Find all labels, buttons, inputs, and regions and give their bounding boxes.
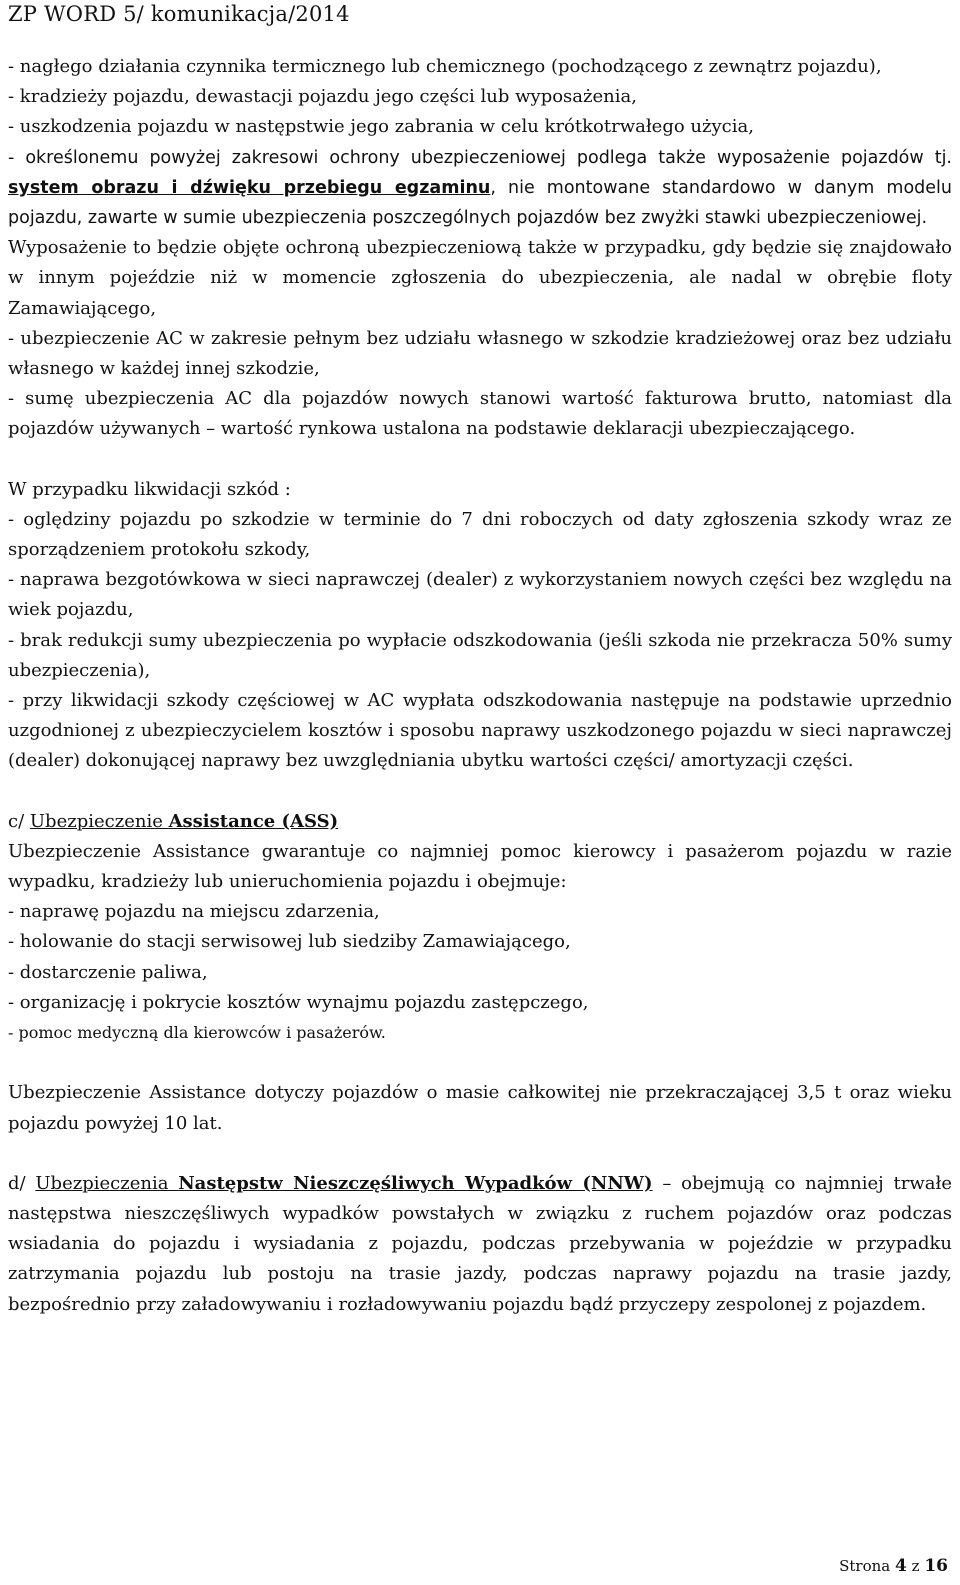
ass-item-replacement-vehicle: - organizację i pokrycie kosztów wynajmu pojazdu zastępczego, [8,991,589,1013]
ass-title [30,811,338,832]
claims-item-cashless-repair: - naprawa bezgotówkowa w sieci naprawczej (dealer) z wykorzystaniem nowych części bez względu na wiek pojazdu, [8,569,952,621]
nnw-title-bold: Następstw Nieszczęśliwych Wypadków (NNW) [178,1172,653,1194]
ass-note: Ubezpieczenie Assistance dotyczy pojazdów o masie całkowitej nie przekraczającej 3,5 t oraz wieku pojazdu powyżej 10 lat. [8,1082,952,1134]
ass-item-repair: - naprawę pojazdu na miejscu zdarzenia, [8,901,380,923]
ac-item-theft: - kradzieży pojazdu, dewastacji pojazdu jego części lub wyposażenia, [8,86,637,108]
nnw-title [35,1173,652,1194]
claims-item-no-reduction: - brak redukcji sumy ubezpieczenia po wypłacie odszkodowania (jeśli szkoda nie przekracza 50% sumy ubezpieczenia), [8,629,952,681]
page-footer [839,1556,948,1576]
document-body [8,52,952,1320]
nnw-title-plain: Ubezpieczenia [35,1172,179,1194]
ass-heading [8,807,952,837]
claims-heading: W przypadku likwidacji szkód : [8,478,291,500]
nnw-text: – obejmują co najmniej trwałe następstwa nieszczęśliwych wypadków powstałych w związku z ruchem pojazdów oraz podczas wsiadania do pojazdu i wysiadania z pojazdu, podczas przebywania w pojeździe w przypadku zatrzymania pojazdu lub postoju na trasie jazdy, podczas naprawy pojazdu na trasie jazdy, bezpośrednio przy załadowywaniu i rozładowywaniu pojazdu bądź przyczepy zespolonej z pojazdem. [8,1172,952,1315]
claims-item-inspection: - oględziny pojazdu po szkodzie w terminie do 7 dni roboczych od daty zgłoszenia szkody wraz ze sporządzeniem protokołu szkody, [8,508,952,561]
ac-item-equipment [8,143,952,234]
footer-current-page: 4 [895,1556,907,1576]
nnw-paragraph [8,1169,952,1320]
ass-prefix: c/ [8,810,30,832]
equipment-text-prefix: - określonemu powyżej zakresowi ochrony ubezpieczeniowej podlega także wyposażenie pojazdów tj. [8,147,952,168]
ass-title-plain: Ubezpieczenie [29,810,169,832]
footer-label: Strona [839,1557,891,1575]
ass-item-medical: - pomoc medyczną dla kierowców i pasażerów. [8,1023,386,1043]
ass-item-towing: - holowanie do stacji serwisowej lub siedziby Zamawiającego, [8,931,571,953]
ass-item-fuel: - dostarczenie paliwa, [8,961,208,983]
ass-intro: Ubezpieczenie Assistance gwarantuje co najmniej pomoc kierowcy i pasażerom pojazdu w razie wypadku, kradzieży lub unieruchomienia pojazdu i obejmuje: [8,840,952,893]
footer-total-pages: 16 [924,1556,948,1576]
page-header: ZP WORD 5/ komunikacja/2014 [8,2,350,26]
ac-item-thermal: - nagłego działania czynnika termicznego lub chemicznego (pochodzącego z zewnątrz pojazdu), [8,56,882,77]
equipment-text-suffix: , nie montowane standardowo w danym modelu pojazdu, zawarte w sumie ubezpieczenia poszczególnych pojazdów bez zwyżki stawki ubezpieczeniowej. [8,177,952,229]
claims-item-partial-damage: - przy likwidacji szkody częściowej w AC wypłata odszkodowania następuje na podstawie uprzednio uzgodnionej z ubezpieczycielem kosztów i sposobu naprawy uszkodzonego pojazdu w sieci naprawczej (dealer) dokonującej naprawy bez uwzględniania ubytku wartości części/ amortyzacji części. [8,690,952,772]
equipment-system-label: system obrazu i dźwięku przebiegu egzaminu [8,177,491,198]
ac-item-unauthorized-use: - uszkodzenia pojazdu w następstwie jego zabrania w celu krótkotrwałego użycia, [8,116,754,138]
footer-separator: z [911,1557,920,1575]
ac-item-sum-insured: - sumę ubezpieczenia AC dla pojazdów nowych stanowi wartość fakturowa brutto, natomiast dla pojazdów używanych – wartość rynkowa ustalona na podstawie deklaracji ubezpieczającego. [8,388,952,440]
nnw-prefix: d/ [8,1172,36,1194]
ass-title-bold: Assistance (ASS) [168,810,339,832]
ac-item-equipment-cont: Wyposażenie to będzie objęte ochroną ubezpieczeniową także w przypadku, gdy będzie się znajdowało w innym pojeździe niż w momencie zgłoszenia do ubezpieczenia, ale nadal w obrębie floty Zamawiającego, [8,237,952,319]
ac-item-full-scope: - ubezpieczenie AC w zakresie pełnym bez udziału własnego w szkodzie kradzieżowej oraz bez udziału własnego w każdej innej szkodzie, [8,327,952,380]
